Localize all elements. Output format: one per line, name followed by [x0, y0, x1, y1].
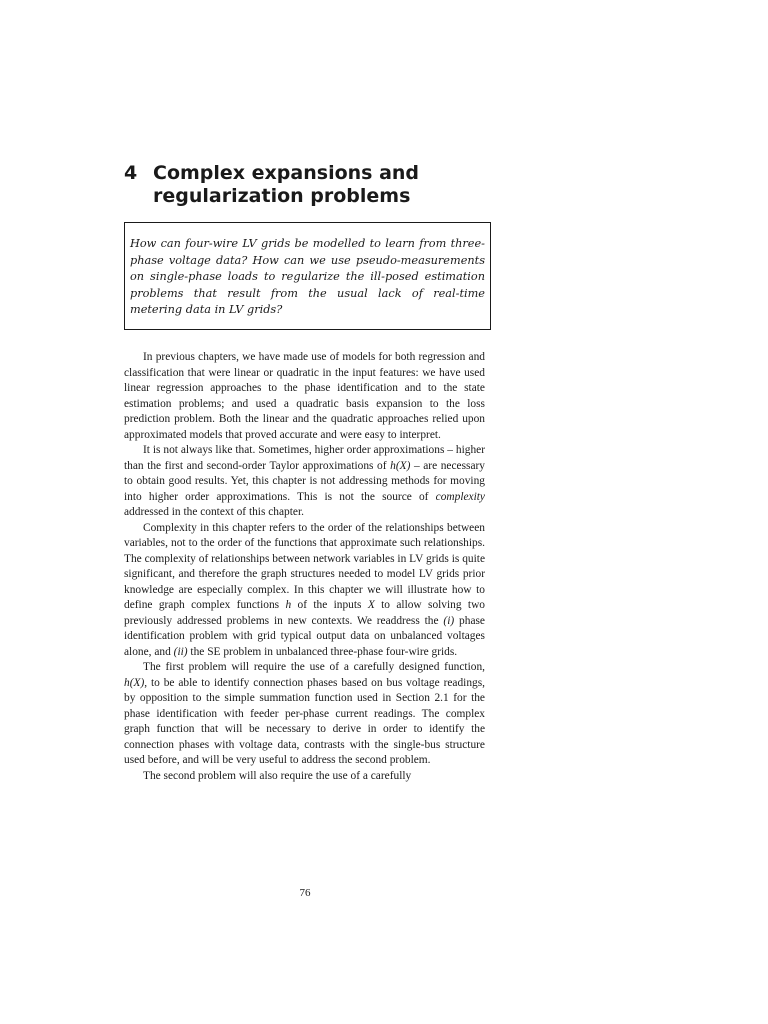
body-text: [124, 350, 485, 784]
enum-i: (i): [443, 614, 455, 627]
paragraph-3-text-e: the SE problem in unbalanced three-phase four-wire grids.: [187, 645, 458, 658]
chapter-heading: [124, 162, 494, 208]
paragraph-3-text-c: to allow solving two previously addressed problems in new contexts. We readdress the: [124, 599, 485, 627]
paragraph-4: [124, 660, 485, 769]
chapter-title: Complex expansions and regularization problems: [153, 162, 420, 207]
chapter-abstract-box: [124, 222, 491, 330]
paragraph-2: [124, 443, 485, 521]
paragraph-3-text-d: phase identification problem with grid typical output data on unbalanced voltages alone, and: [124, 614, 485, 658]
enum-ii: (ii): [173, 645, 188, 658]
paragraph-4-text-b: , to be able to identify connection phases based on bus voltage readings, by opposition to the simple summation function used in Section 2.1 for the phase identification with feeder per-phase current readings. The complex graph function that will be necessary to derive in order to identify the connection phases with voltage data, contrasts with the single-bus structure used before, and will be very useful to address the second problem.: [124, 676, 485, 766]
emphasis-complexity: complexity: [435, 490, 485, 503]
math-h-of-x: h(X): [390, 459, 411, 472]
math-h-of-x: h(X): [124, 676, 145, 689]
page-number: 76: [299, 887, 311, 899]
abstract-text: How can four-wire LV grids be modelled to learn from three-phase voltage data? How can we use pseudo-measurements on single-phase loads to regularize the ill-posed estimation problems that result from the usual lack of real-time metering data in LV grids?: [130, 237, 485, 316]
paragraph-2-text-b: – are necessary to obtain good results. Yet, this chapter is not addressing methods for moving into higher order approximations. This is not the source of: [124, 459, 485, 503]
paragraph-3: [124, 521, 485, 661]
paragraph-1: [124, 350, 485, 443]
paragraph-2-text-c: addressed in the context of this chapter.: [124, 506, 304, 518]
math-h: h: [285, 599, 292, 611]
math-x: X: [367, 599, 375, 611]
paragraph-5-text: The second problem will also require the use of a carefully: [143, 769, 412, 782]
paragraph-5: [124, 769, 485, 785]
paragraph-4-text-a: The first problem will require the use of a carefully designed function,: [143, 661, 485, 673]
chapter-number: 4: [124, 162, 138, 184]
paragraph-2-text-a: It is not always like that. Sometimes, higher order approximations – higher than the first and second-order Taylor approximations of: [124, 444, 485, 472]
paragraph-1-text: In previous chapters, we have made use of models for both regression and classification that were linear or quadratic in the input features: we have used linear regression approaches to the phase identification and to the state estimation problems; and used a quadratic basis expansion to the loss prediction problem. Both the linear and the quadratic approaches relied upon approximated models that proved accurate and were easy to interpret.: [124, 351, 485, 441]
paragraph-3-text-a: Complexity in this chapter refers to the order of the relationships between variables, not to the order of the functions that approximate such relationships. The complexity of relationships between network variables in LV grids is quite significant, and therefore the graph structures needed to model LV grids prior knowledge are especially complex. In this chapter we will illustrate how to define graph complex functions: [124, 521, 485, 611]
paragraph-3-text-b: of the inputs: [291, 599, 368, 611]
